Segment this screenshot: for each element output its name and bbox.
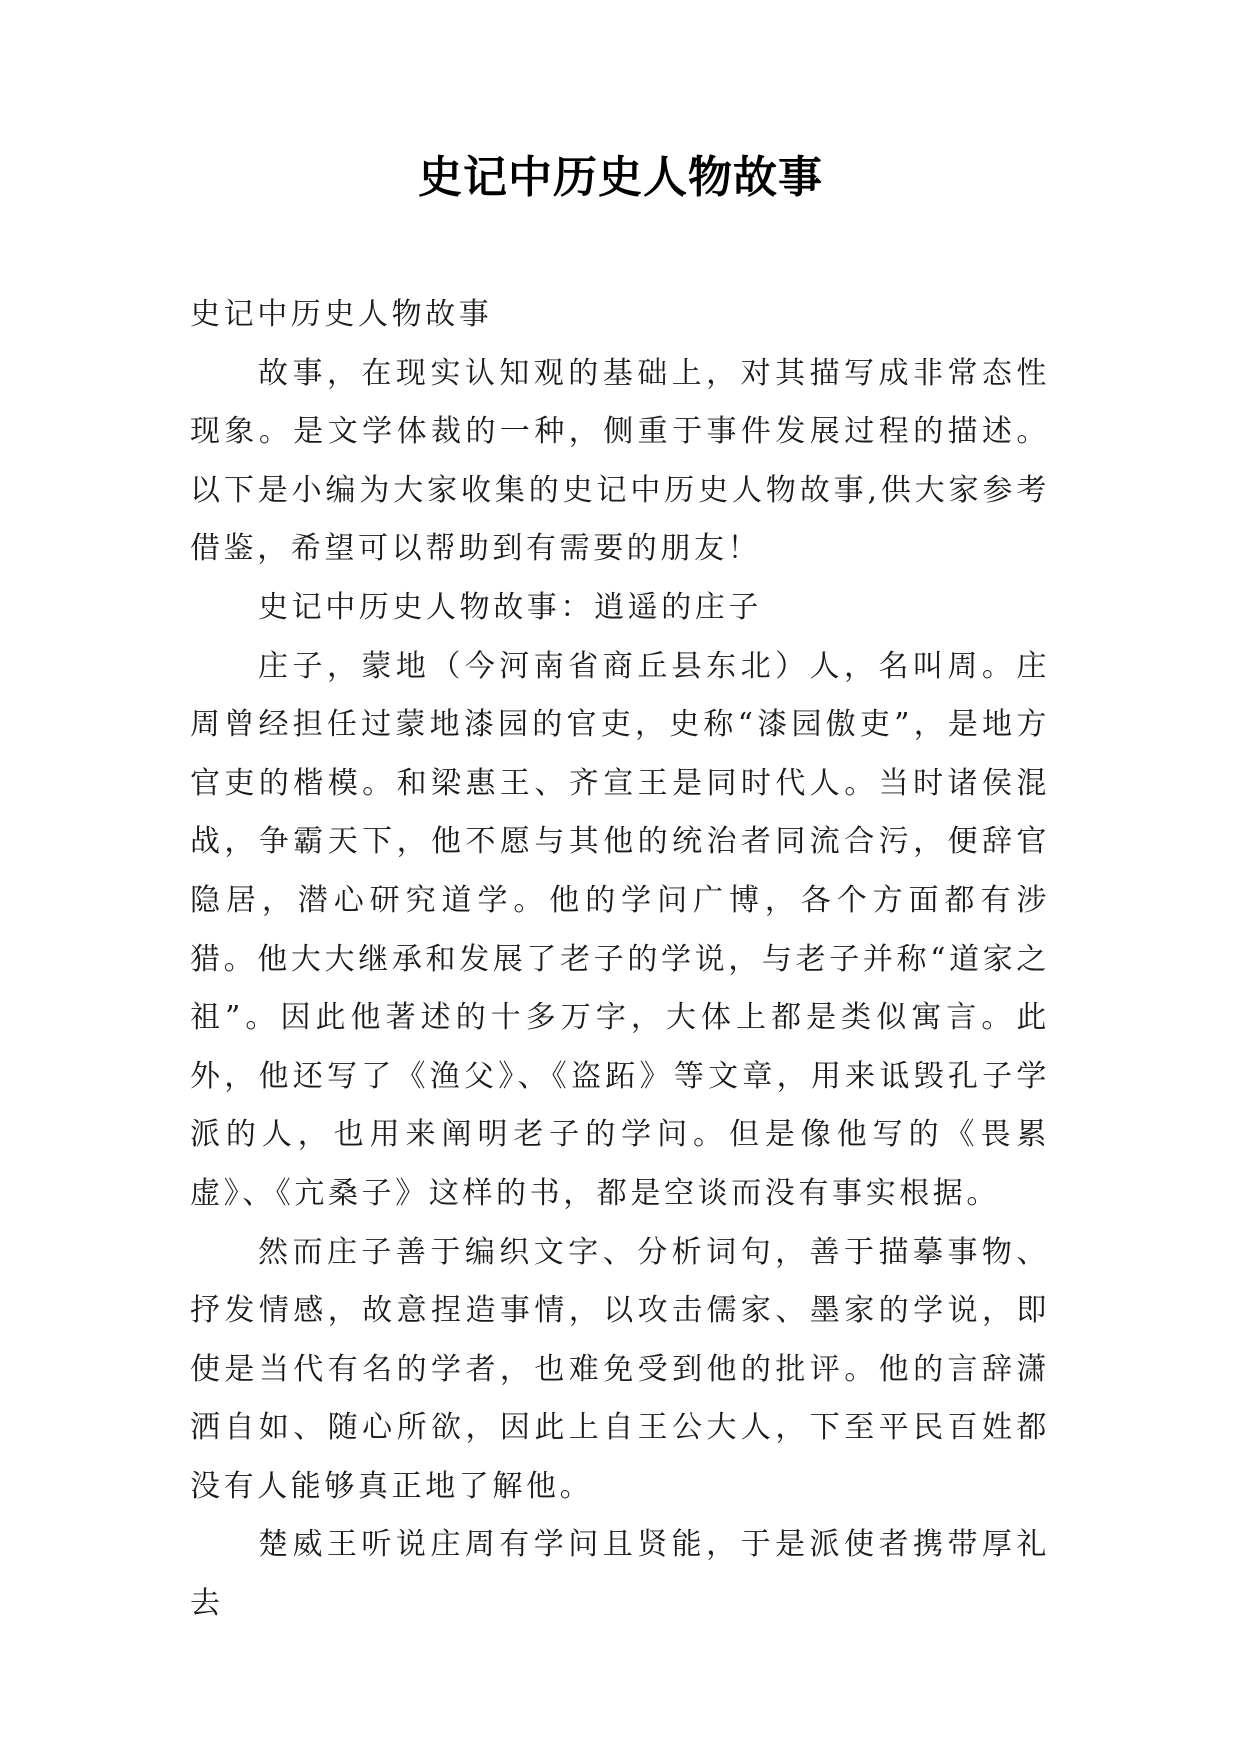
paragraph-intro: 故事，在现实认知观的基础上，对其描写成非常态性现象。是文学体裁的一种，侧重于事件发展过程的描述。以下是小编为大家收集的史记中历史人物故事,供大家参考借鉴，希望可以帮助到有需要的朋友！ xyxy=(190,355,1050,567)
paragraph-king-wei: 楚威王听说庄周有学问且贤能，于是派使者携带厚礼去 xyxy=(190,1527,1050,1622)
paragraph-zhuangzi-style: 然而庄子善于编织文字、分析词句，善于描摹事物、抒发情感，故意捏造事情，以攻击儒家、墨家的学说，即使是当代有名的学者，也难免受到他的批评。他的言辞潇洒自如、随心所欲，因此上自王公大人，下至平民百姓都没有人能够真正地了解他。 xyxy=(190,1234,1050,1504)
paragraph-section-heading: 史记中历史人物故事：逍遥的庄子 xyxy=(258,589,762,625)
document-title: 史记中历史人物故事 xyxy=(418,152,823,203)
paragraph-zhuangzi-bio: 庄子，蒙地（今河南省商丘县东北）人，名叫周。庄周曾经担任过蒙地漆园的官吏，史称“漆园傲吏”，是地方官吏的楷模。和梁惠王、齐宣王是同时代人。当时诸侯混战，争霸天下，他不愿与其他的统治者同流合污，便辞官隐居，潜心研究道学。他的学问广博，各个方面都有涉猎。他大大继承和发展了老子的学说，与老子并称“道家之祖”。因此他著述的十多万字，大体上都是类似寓言。此外，他还写了《渔父》、《盗跖》等文章，用来诋毁孔子学派的人，也用来阐明老子的学问。但是像他写的《畏累虚》、《亢桑子》这样的书，都是空谈而没有事实根据。 xyxy=(190,648,1050,1211)
paragraph-heading: 史记中历史人物故事 xyxy=(190,297,493,332)
document-body xyxy=(190,286,1050,1634)
